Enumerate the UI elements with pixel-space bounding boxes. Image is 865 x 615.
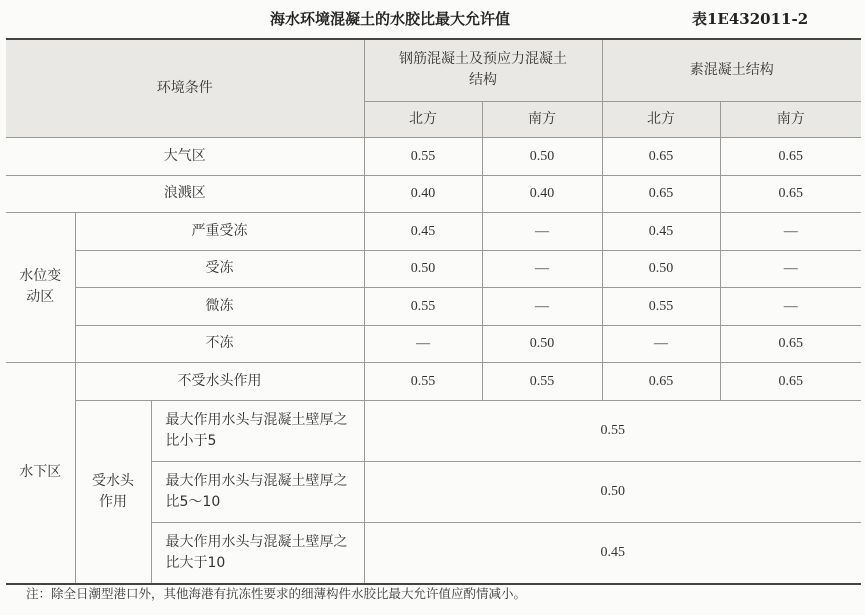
table-number: 表1E432011-2: [692, 10, 809, 28]
cell-value: 0.65: [602, 137, 720, 175]
cell-dash: —: [364, 325, 482, 362]
row-label-head-5-10-text: 最大作用水头与混凝土壁厚之比5～10: [165, 472, 348, 510]
row-label-head-gt10-text: 最大作用水头与混凝土壁厚之比大于10: [165, 533, 348, 571]
row-label-severe: 严重受冻: [75, 212, 364, 250]
cell-value: 0.65: [720, 325, 861, 362]
cell-value: 0.55: [602, 287, 720, 325]
row-label-slight: 微冻: [75, 287, 364, 325]
row-label-head-lt5: [151, 400, 364, 461]
zone-label-head: [75, 400, 151, 584]
cell-dash: —: [720, 212, 861, 250]
table-row: [6, 212, 861, 250]
cell-value: 0.55: [364, 137, 482, 175]
header-rc-north: 北方: [364, 101, 482, 137]
header-plain-structure: 素混凝土结构: [602, 39, 861, 101]
cell-dash: —: [720, 250, 861, 287]
row-label-atmosphere: 大气区: [6, 137, 364, 175]
cell-value: 0.65: [602, 362, 720, 400]
row-label-head-lt5-text: 最大作用水头与混凝土壁厚之比小于5: [165, 411, 348, 449]
cell-value: 0.65: [720, 175, 861, 212]
table-row: [6, 175, 861, 212]
zone-head-text: 受水头作用: [92, 472, 134, 510]
cell-value: 0.65: [720, 362, 861, 400]
header-rc-south: 南方: [482, 101, 602, 137]
row-label-nohead: 不受水头作用: [75, 362, 364, 400]
cell-value: 0.55: [482, 362, 602, 400]
cell-dash: —: [482, 287, 602, 325]
table-title: 海水环境混凝土的水胶比最大允许值: [270, 10, 511, 28]
zone-label-underwater: 水下区: [6, 362, 75, 584]
header-row-1: [6, 39, 861, 101]
header-rc-text: 钢筋混凝土及预应力混凝土结构: [399, 51, 567, 89]
header-rc-structure: [364, 39, 602, 101]
header-env: 环境条件: [6, 39, 364, 137]
cell-value: 0.40: [364, 175, 482, 212]
zone-label-fluctuation: [6, 212, 75, 362]
table-row: [6, 287, 861, 325]
table-row: [6, 325, 861, 362]
cell-value-merged: 0.55: [364, 400, 861, 461]
water-binder-ratio-table: [6, 38, 861, 585]
cell-value: 0.45: [364, 212, 482, 250]
cell-value-merged: 0.45: [364, 522, 861, 584]
cell-value: 0.50: [482, 137, 602, 175]
header-plain-south: 南方: [720, 101, 861, 137]
cell-dash: —: [720, 287, 861, 325]
table-row: [6, 400, 861, 461]
table-row: [6, 137, 861, 175]
table-row: [6, 250, 861, 287]
cell-value: 0.55: [364, 362, 482, 400]
row-label-head-5-10: [151, 461, 364, 522]
cell-value: 0.50: [482, 325, 602, 362]
table-row: [6, 362, 861, 400]
cell-value: 0.65: [720, 137, 861, 175]
cell-value: 0.50: [364, 250, 482, 287]
row-label-head-gt10: [151, 522, 364, 584]
row-label-frozen: 受冻: [75, 250, 364, 287]
cell-value: 0.65: [602, 175, 720, 212]
row-label-splash: 浪溅区: [6, 175, 364, 212]
cell-value: 0.55: [364, 287, 482, 325]
cell-dash: —: [602, 325, 720, 362]
cell-value: 0.40: [482, 175, 602, 212]
cell-dash: —: [482, 212, 602, 250]
cell-dash: —: [482, 250, 602, 287]
table-caption: [0, 8, 865, 32]
cell-value-merged: 0.50: [364, 461, 861, 522]
header-plain-north: 北方: [602, 101, 720, 137]
cell-value: 0.45: [602, 212, 720, 250]
row-label-nofreeze: 不冻: [75, 325, 364, 362]
table-footnote: 注：除全日潮型港口外，其他海港有抗冻性要求的细薄构件水胶比最大允许值应酌情减小。: [26, 586, 527, 601]
zone-fluctuation-text: 水位变动区: [19, 268, 62, 305]
cell-value: 0.50: [602, 250, 720, 287]
